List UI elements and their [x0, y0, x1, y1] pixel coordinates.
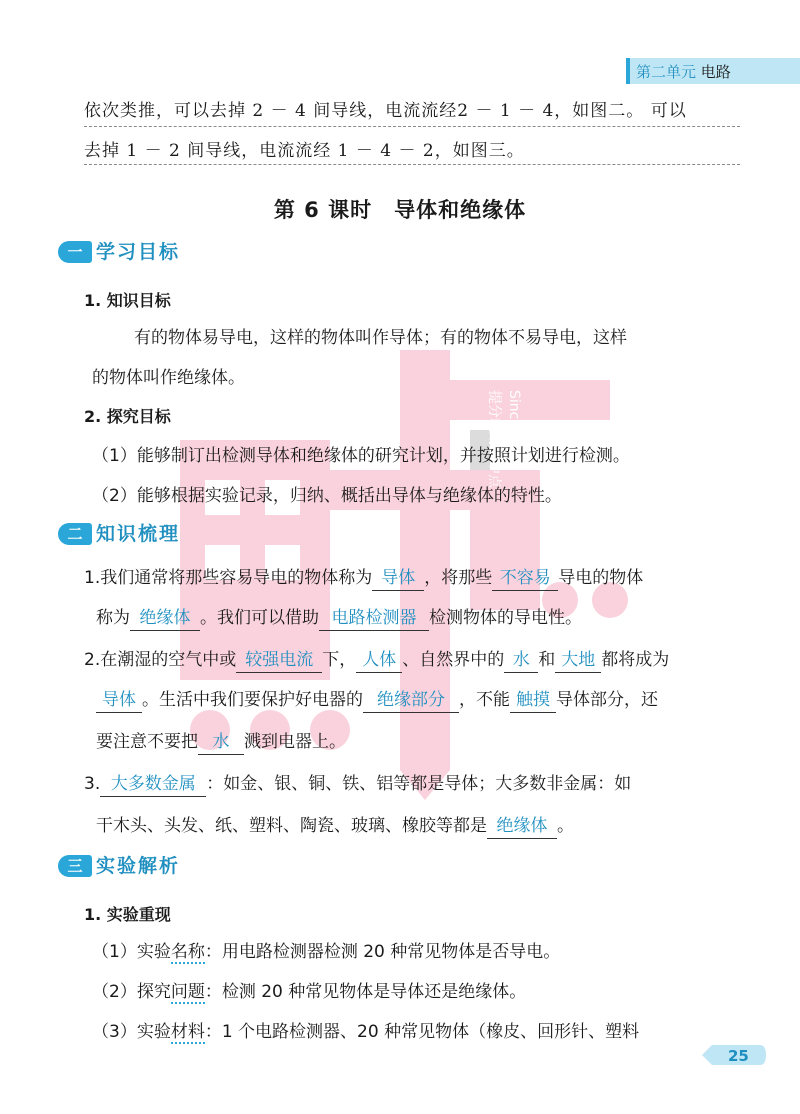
explore-goal-line-1: （1）能够制订出检测导体和绝缘体的研究计划，并按照计划进行检测。 — [92, 446, 630, 466]
experiment-line-1 — [92, 940, 560, 964]
section-badge: 三 — [58, 855, 92, 877]
answer-blank: 导体 — [96, 688, 142, 713]
answer-blank: 电路检测器 — [319, 606, 429, 631]
unit-header-tab — [626, 58, 800, 84]
answer-blank: 大地 — [555, 648, 601, 673]
exp-text: （1）实验 — [92, 942, 171, 962]
section-badge: 二 — [58, 523, 92, 545]
exp-keyword: 名称 — [170, 942, 205, 962]
page-number: 25 — [728, 1047, 749, 1065]
knowledge-goal-line-2: 的物体叫作绝缘体。 — [92, 368, 245, 388]
unit-topic: 电路 — [700, 63, 731, 81]
review-q3-line-2 — [96, 814, 574, 839]
q-text: 导电的物体 — [558, 568, 644, 588]
explore-goal-title: 2. 探究目标 — [84, 407, 171, 426]
q-text: 、自然界中的 — [402, 650, 505, 670]
q-text: ，将那些 — [424, 568, 493, 588]
q-text: 干木头、头发、纸、塑料、陶瓷、玻璃、橡胶等都是 — [96, 816, 487, 836]
review-q2-line-2 — [96, 688, 658, 713]
review-q2-line-1 — [84, 648, 669, 673]
answer-blank: 较强电流 — [236, 648, 322, 673]
section-badge: 一 — [58, 241, 92, 263]
answer-blank: 人体 — [356, 648, 402, 673]
watermark-since: Since 1999 — [506, 390, 522, 469]
continuation-line-2: 去掉 1 － 2 间导线，电流流经 1 － 4 － 2，如图三。 — [84, 141, 525, 161]
q-text: 我们通常将那些容易导电的物体称为 — [100, 568, 373, 588]
unit-tab-bar — [626, 58, 630, 84]
experiment-line-2 — [92, 980, 526, 1004]
q-text: 和 — [538, 650, 556, 670]
q-text: 下， — [322, 650, 357, 670]
unit-label: 第二单元 — [636, 63, 697, 81]
q-text: ，不能 — [459, 690, 510, 710]
q-number: 2. — [84, 650, 101, 670]
q-number: 3. — [84, 774, 101, 794]
unit-header-text — [636, 61, 731, 82]
answer-blank: 触摸 — [510, 688, 556, 713]
review-q1-line-1 — [84, 566, 643, 591]
q-number: 1. — [84, 568, 101, 588]
answer-blank: 不容易 — [492, 566, 558, 591]
answer-blank: 水 — [504, 648, 538, 673]
section-label: 知识梳理 — [96, 523, 181, 545]
q-text: 。我们可以借助 — [200, 608, 319, 628]
review-q2-line-3 — [96, 730, 346, 755]
lesson-title: 第 6 课时 导体和绝缘体 — [273, 198, 527, 222]
answer-blank: 绝缘体 — [487, 814, 557, 839]
answer-blank: 绝缘部分 — [363, 688, 459, 713]
knowledge-goal-line-1: 有的物体易导电，这样的物体叫作导体；有的物体不易导电，这样 — [134, 328, 627, 348]
experiment-title: 1. 实验重现 — [84, 905, 171, 924]
dashed-divider — [84, 164, 740, 165]
q-text: ：如金、银、铜、铁、铝等都是导体；大多数非金属：如 — [206, 774, 632, 794]
answer-blank: 导体 — [372, 566, 424, 591]
q-text: 在潮湿的空气中或 — [100, 650, 237, 670]
q-text: 。 — [557, 816, 574, 836]
watermark-slogan: 提分就用典中点 — [486, 390, 502, 488]
exp-keyword: 材料 — [170, 1022, 205, 1042]
dashed-divider — [84, 126, 740, 127]
exp-text: ：1 个电路检测器、20 种常见物体（橡皮、回形针、塑料 — [204, 1022, 640, 1042]
answer-blank: 水 — [198, 730, 244, 755]
q-text: 导体部分，还 — [556, 690, 658, 710]
q-text: 。生活中我们要保护好电器的 — [142, 690, 363, 710]
exp-text: ：用电路检测器检测 20 种常见物体是否导电。 — [204, 942, 561, 962]
q-text: 溅到电器上。 — [244, 732, 346, 752]
exp-text: （3）实验 — [92, 1022, 171, 1042]
exp-text: ：检测 20 种常见物体是导体还是绝缘体。 — [204, 982, 527, 1002]
page-number-badge — [698, 1042, 768, 1068]
q-text: 都将成为 — [601, 650, 670, 670]
section-label: 实验解析 — [96, 855, 181, 877]
section-label: 学习目标 — [96, 241, 181, 263]
review-q1-line-2 — [96, 606, 582, 631]
explore-goal-line-2: （2）能够根据实验记录，归纳、概括出导体与绝缘体的特性。 — [92, 486, 562, 506]
answer-blank: 绝缘体 — [130, 606, 200, 631]
continuation-line-1: 依次类推，可以去掉 2 － 4 间导线，电流流经2 － 1 － 4，如图二。 可以 — [84, 101, 687, 121]
q-text: 要注意不要把 — [96, 732, 198, 752]
exp-text: （2）探究 — [92, 982, 171, 1002]
q-text: 称为 — [96, 608, 130, 628]
review-q3-line-1 — [84, 772, 631, 797]
q-text: 检测物体的导电性。 — [429, 608, 582, 628]
knowledge-goal-title: 1. 知识目标 — [84, 291, 171, 310]
experiment-line-3 — [92, 1020, 639, 1044]
answer-blank: 大多数金属 — [100, 772, 206, 797]
exp-keyword: 问题 — [170, 982, 205, 1002]
